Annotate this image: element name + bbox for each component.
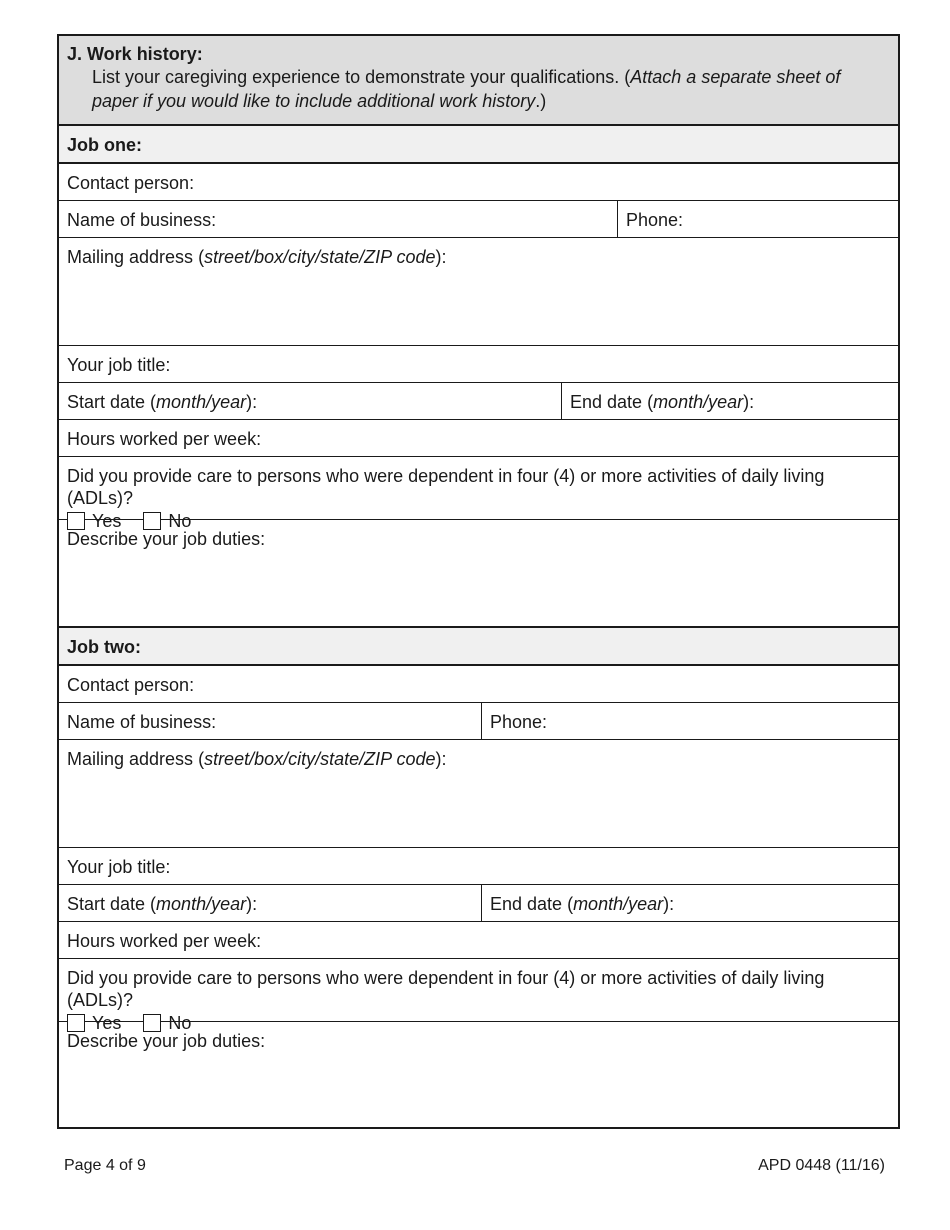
end-date-end: ): [663,894,675,914]
end-date-italic: month/year [653,392,744,412]
job-one-heading: Job one: [59,126,898,164]
mailing-label: Mailing address ( [67,247,205,267]
hours-label: Hours worked per week: [67,429,262,449]
mailing-label-italic: street/box/city/state/ZIP code [204,749,436,769]
job2-job-title-field[interactable] [59,848,898,885]
section-header [59,36,898,126]
description-end: .) [535,91,547,111]
job1-job-title-field[interactable] [59,346,898,383]
no-label: No [168,1013,192,1033]
duties-label: Describe your job duties: [67,1031,266,1051]
job2-start-date-field[interactable] [59,885,481,921]
start-date-italic: month/year [156,392,247,412]
start-date-end: ): [246,894,258,914]
contact-person-label: Contact person: [67,173,195,193]
description-text: List your caregiving experience to demonstrate your qualifications. ( [92,67,631,87]
job1-business-name-field[interactable] [59,201,617,237]
mailing-label: Mailing address ( [67,749,205,769]
mailing-label-italic: street/box/city/state/ZIP code [204,247,436,267]
end-date-label: End date ( [490,894,574,914]
job2-duties-field[interactable] [59,1022,898,1127]
job1-duties-field[interactable] [59,520,898,628]
job-two-heading: Job two: [59,628,898,666]
work-history-form [57,34,900,1129]
yes-label: Yes [92,511,122,531]
page-number: Page 4 of 9 [64,1157,146,1174]
start-date-italic: month/year [156,894,247,914]
yes-label: Yes [92,1013,122,1033]
job-title-label: Your job title: [67,857,171,877]
job1-hours-field[interactable] [59,420,898,457]
adl-question: Did you provide care to persons who were dependent in four (4) or more activities of daily living (ADLs)? [67,968,825,1010]
start-date-end: ): [246,392,258,412]
adl-question: Did you provide care to persons who were dependent in four (4) or more activities of daily living (ADLs)? [67,466,825,508]
start-date-label: Start date ( [67,894,157,914]
form-id: APD 0448 (11/16) [758,1157,885,1174]
section-description [67,65,890,113]
job1-dates-row [59,383,898,420]
job2-business-name-field[interactable] [59,703,481,739]
job1-adl-row [59,457,898,531]
start-date-label: Start date ( [67,392,157,412]
job2-adl-row [59,959,898,1033]
section-title: J. Work history: [67,44,203,64]
job1-contact-person-field[interactable] [59,164,898,201]
no-label: No [168,511,192,531]
job2-dates-row [59,885,898,922]
duties-label: Describe your job duties: [67,529,266,549]
contact-person-label: Contact person: [67,675,195,695]
mailing-label-end: ): [435,749,447,769]
job2-mailing-address-field[interactable] [59,740,898,848]
description-italic: Attach a separate sheet of paper if you would like to include additional work history [92,67,841,111]
phone-label: Phone: [626,210,684,230]
job2-hours-field[interactable] [59,922,898,959]
job-title-label: Your job title: [67,355,171,375]
job2-contact-person-field[interactable] [59,666,898,703]
job1-start-date-field[interactable] [59,383,561,419]
hours-label: Hours worked per week: [67,931,262,951]
job1-business-row [59,201,898,238]
end-date-label: End date ( [570,392,654,412]
business-name-label: Name of business: [67,712,217,732]
mailing-label-end: ): [435,247,447,267]
end-date-italic: month/year [573,894,664,914]
job2-business-row [59,703,898,740]
phone-label: Phone: [490,712,548,732]
job1-phone-field[interactable] [617,201,898,237]
end-date-end: ): [743,392,755,412]
job2-phone-field[interactable] [481,703,898,739]
job1-mailing-address-field[interactable] [59,238,898,346]
job2-end-date-field[interactable] [481,885,898,921]
business-name-label: Name of business: [67,210,217,230]
job1-end-date-field[interactable] [561,383,898,419]
